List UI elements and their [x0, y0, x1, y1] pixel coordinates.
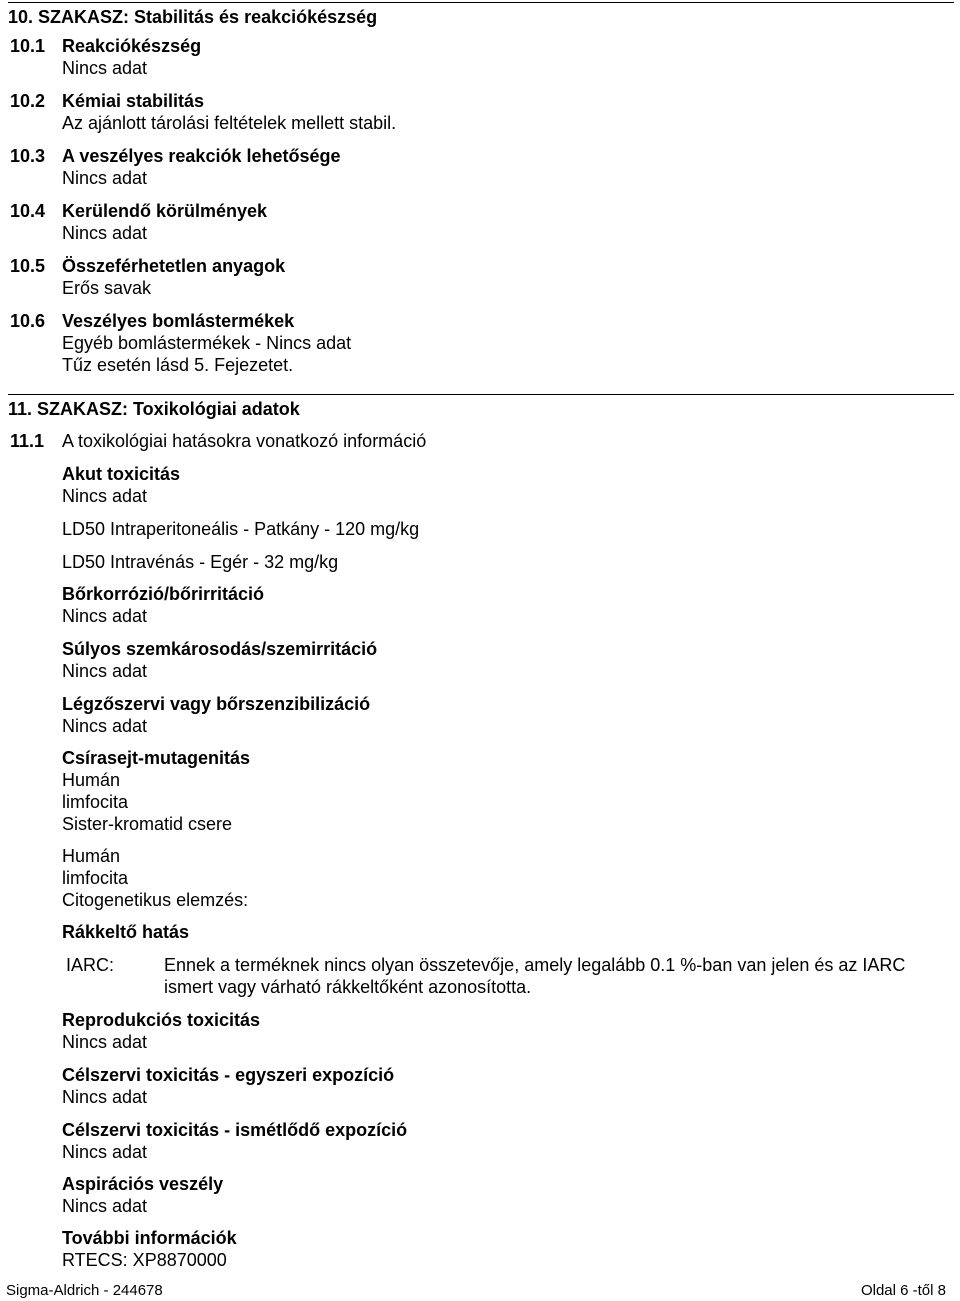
stot-single-title: Célszervi toxicitás - egyszeri expozíció: [62, 1065, 395, 1085]
item-10-6-text-2: Tűz esetén lásd 5. Fejezetet.: [62, 355, 294, 375]
mutagenicity-title: Csírasejt-mutagenitás: [62, 748, 251, 768]
acute-toxicity-text: Nincs adat: [62, 486, 148, 506]
footer-page-number: Oldal 6 -től 8: [860, 1282, 946, 1299]
mutagenicity-line: Citogenetikus elemzés:: [62, 890, 249, 910]
item-10-5-text: Erős savak: [62, 278, 152, 298]
mutagenicity-line: limfocita: [62, 792, 129, 812]
section-11-header: 11. SZAKASZ: Toxikológiai adatok: [8, 394, 954, 421]
item-10-5-number: 10.5: [10, 256, 46, 276]
skin-corrosion-title: Bőrkorrózió/bőrirritáció: [62, 584, 265, 604]
item-10-2-number: 10.2: [10, 91, 46, 111]
item-10-3-number: 10.3: [10, 146, 46, 166]
item-10-6-number: 10.6: [10, 311, 46, 331]
acute-toxicity-title: Akut toxicitás: [62, 464, 181, 484]
iarc-text-2: ismert vagy várható rákkeltőként azonosította.: [164, 977, 532, 997]
item-11-1-number: 11.1: [10, 431, 45, 451]
reproductive-toxicity-text: Nincs adat: [62, 1032, 148, 1052]
stot-repeated-text: Nincs adat: [62, 1142, 148, 1162]
item-10-4-text: Nincs adat: [62, 223, 148, 243]
mutagenicity-line: Humán: [62, 846, 121, 866]
mutagenicity-line: limfocita: [62, 868, 129, 888]
ld50-intravenous: LD50 Intravénás - Egér - 32 mg/kg: [62, 552, 339, 572]
item-10-5-title: Összeférhetetlen anyagok: [62, 256, 286, 276]
item-10-4-title: Kerülendő körülmények: [62, 201, 268, 221]
eye-damage-text: Nincs adat: [62, 661, 148, 681]
item-11-1-title: A toxikológiai hatásokra vonatkozó információ: [62, 431, 427, 451]
iarc-label: IARC:: [66, 955, 115, 975]
item-10-1-number: 10.1: [10, 36, 46, 56]
further-info-title: További információk: [62, 1228, 237, 1248]
stot-repeated-title: Célszervi toxicitás - ismétlődő expozíció: [62, 1120, 408, 1140]
eye-damage-title: Súlyos szemkárosodás/szemirritáció: [62, 639, 378, 659]
further-info-text: RTECS: XP8870000: [62, 1250, 227, 1270]
sensitisation-title: Légzőszervi vagy bőrszenzibilizáció: [62, 694, 371, 714]
stot-single-text: Nincs adat: [62, 1087, 148, 1107]
footer-product: Sigma-Aldrich - 244678: [6, 1282, 163, 1299]
section-10-header: 10. SZAKASZ: Stabilitás és reakciókészség: [8, 2, 954, 29]
iarc-text-1: Ennek a terméknek nincs olyan összetevője, amely legalább 0.1 %-ban van jelen és az IARC: [164, 955, 906, 975]
item-10-2-title: Kémiai stabilitás: [62, 91, 205, 111]
reproductive-toxicity-title: Reprodukciós toxicitás: [62, 1010, 261, 1030]
aspiration-title: Aspirációs veszély: [62, 1174, 224, 1194]
item-10-2-text: Az ajánlott tárolási feltételek mellett stabil.: [62, 113, 397, 133]
item-10-1-title: Reakciókészség: [62, 36, 202, 56]
ld50-intraperitoneal: LD50 Intraperitoneális - Patkány - 120 mg/kg: [62, 519, 420, 539]
item-10-3-title: A veszélyes reakciók lehetősége: [62, 146, 341, 166]
item-10-1-text: Nincs adat: [62, 58, 148, 78]
carcinogenicity-title: Rákkeltő hatás: [62, 922, 190, 942]
item-10-4-number: 10.4: [10, 201, 46, 221]
skin-corrosion-text: Nincs adat: [62, 606, 148, 626]
item-10-6-title: Veszélyes bomlástermékek: [62, 311, 295, 331]
item-10-3-text: Nincs adat: [62, 168, 148, 188]
mutagenicity-line: Sister-kromatid csere: [62, 814, 233, 834]
item-10-6-text-1: Egyéb bomlástermékek - Nincs adat: [62, 333, 352, 353]
mutagenicity-line: Humán: [62, 770, 121, 790]
sensitisation-text: Nincs adat: [62, 716, 148, 736]
aspiration-text: Nincs adat: [62, 1196, 148, 1216]
